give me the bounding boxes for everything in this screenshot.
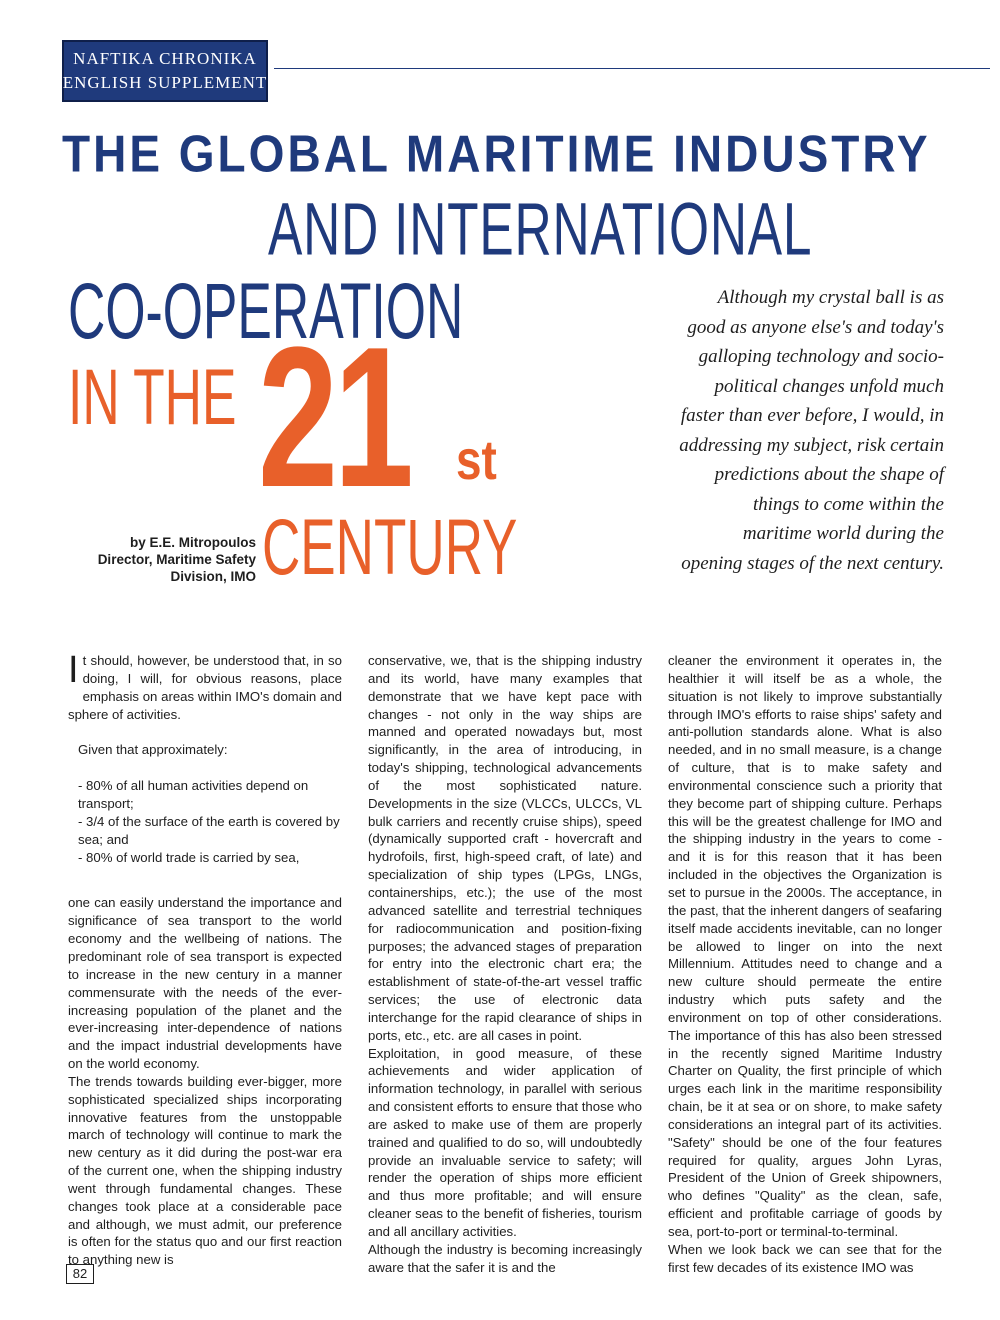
body-column-3 bbox=[668, 652, 942, 1277]
list-item: - 80% of all human activities depend on transport; bbox=[78, 778, 309, 812]
title-line-1: THE GLOBAL MARITIME INDUSTRY bbox=[62, 124, 931, 183]
paragraph: one can easily understand the importance and significance of sea transport to the world economy and the wellbeing of nations. The predominant role of sea transport is expected to increase in the new century in a manner commensurate with the needs of the ever-increasing population of the planet and the ever-increasing inter-dependence of nations and the impact industrial developments have on the world economy. bbox=[68, 895, 342, 1072]
pull-quote-line: addressing my subject, risk certain bbox=[679, 434, 944, 456]
pull-quote-line: things to come within the bbox=[752, 493, 944, 515]
body-column-2 bbox=[368, 652, 642, 1277]
paragraph: cleaner the environment it operates in, the healthier it will itself be as a whole, the situation is not likely to improve substantially through IMO's efforts to raise ships' safety and anti-pollution standards alone. What is also needed, and in no small measure, is a change of culture, that is to make safety and environmental conscience such a priority that they become part of shipping culture. Perhaps this will be the greatest challenge for IMO and the shipping industry in the years to come - and it is for this reason that it has been included in the objectives the Organization is set to pursue in the 2000s. The acceptance, in the past, that the inherent dangers of seafaring itself made accidents inevitable, can no longer be allowed to linger on into the next Millennium. Attitudes need to change and a new culture should permeate the entire industry which puts safety and the environment on top of other considerations. The importance of this has also been stressed in the recently signed Maritime Industry Charter on Quality, the first principle of which urges each link in the maritime responsibility chain, be it at sea or on shore, to make safety considerations an integral part of its activities. "Safety" should be one of the four features required for quality, argues John Lyras, President of the Union of Greek shipowners, who defines "Quality" as the clean, safe, efficient and profitable carriage of goods by sea, port-to-port or terminal-to-terminal. bbox=[668, 653, 942, 1239]
masthead-line2: ENGLISH SUPPLEMENT bbox=[62, 73, 268, 92]
pull-quote-line: predictions about the shape of bbox=[714, 464, 944, 485]
title-line-5: CENTURY bbox=[262, 503, 518, 592]
byline-author: by E.E. Mitropoulos bbox=[129, 535, 256, 550]
title-ordinal-suffix: st bbox=[456, 428, 497, 491]
pull-quote-line: Although my crystal ball is as bbox=[717, 287, 944, 308]
paragraph: Although the industry is becoming increasingly aware that the safer it is and the bbox=[368, 1241, 642, 1275]
body-column-1 bbox=[68, 649, 342, 1269]
paragraph: When we look back we can see that for the first few decades of its existence IMO was bbox=[668, 1241, 942, 1275]
paragraph-text: t should, however, be understood that, in so doing, I will, for obvious reasons, place emphasis on areas within IMO's domain and sphere of activities. bbox=[68, 653, 342, 722]
pull-quote-line: galloping technology and socio- bbox=[698, 346, 944, 367]
list-item: - 80% of world trade is carried by sea, bbox=[78, 849, 300, 865]
masthead-badge bbox=[62, 40, 268, 102]
paragraph: The trends towards building ever-bigger, more sophisticated specialized ships incorporating innovative features from the unstoppable march of technology will continue to mark the new century as it did during the post-war era of the current one, when the shipping industry went through fundamental changes. These changes took place at a considerable pace and although, we must admit, our preference is often for the status quo and our first reaction to anything new is bbox=[68, 1073, 342, 1268]
masthead-line1: NAFTIKA CHRONIKA bbox=[73, 49, 257, 68]
paragraph: conservative, we, that is the shipping industry and its world, have many examples that demonstrate that we have kept pace with changes - not only in the way ships are manned and operated nowadays but, most significantly, in the area of introducing, in today's shipping, technological advancements of the most sophisticated nature. Developments in the size (VLCCs, ULCCs, VL bulk carriers and recently cruise ships), speed (dynamically supported craft - hovercraft and hydrofoils, first, high-speed craft, of late) and specialization of ship types (LPGs, LNGs, containerships, etc.); the use of the most advanced satellite and terrestrial techniques for radiocommunication and position-fixing purposes; the advanced stages of preparation for entry into the electronic chart era; the establishment of state-of-the-art vessel traffic services; the use of electronic data interchange for the rapid clearance of ships in ports, etc., etc. are all cases in point. bbox=[368, 653, 642, 1043]
pull-quote-line: faster than ever before, I would, in bbox=[680, 405, 944, 426]
byline bbox=[40, 534, 256, 585]
statistics-list bbox=[68, 777, 342, 866]
page-number: 82 bbox=[66, 1264, 94, 1284]
pull-quote-line: opening stages of the next century. bbox=[681, 552, 944, 574]
title-number: 21 bbox=[258, 306, 410, 529]
pull-quote-line: political changes unfold much bbox=[714, 375, 944, 397]
title-line-3: CO-OPERATION bbox=[68, 267, 464, 356]
title-line-2: AND INTERNATIONAL bbox=[268, 187, 813, 271]
list-item: - 3/4 of the surface of the earth is covered by sea; and bbox=[78, 813, 340, 847]
title-line-4: IN THE bbox=[68, 353, 237, 442]
paragraph: Exploitation, in good measure, of these achievements and wider application of information technology, in parallel with serious and consistent efforts to ensure that those who are asked to make use of them are properly trained and qualified to do so, will undoubtedly provide an invaluable service to safety; will render the operation of ships more efficient and thus more profitable; and will ensure cleaner seas to the benefit of fisheries, tourism and all ancillary activities. bbox=[368, 1045, 642, 1239]
drop-cap: I bbox=[68, 649, 79, 691]
byline-role: Director, Maritime Safety bbox=[97, 552, 256, 567]
pull-quote-line: maritime world during the bbox=[742, 523, 944, 544]
paragraph: Given that approximately: bbox=[78, 742, 228, 758]
header-rule bbox=[274, 68, 990, 69]
paragraph bbox=[68, 649, 342, 723]
byline-division: Division, IMO bbox=[170, 569, 256, 584]
pull-quote-line: good as anyone else's and today's bbox=[687, 316, 944, 338]
pull-quote bbox=[630, 283, 944, 578]
